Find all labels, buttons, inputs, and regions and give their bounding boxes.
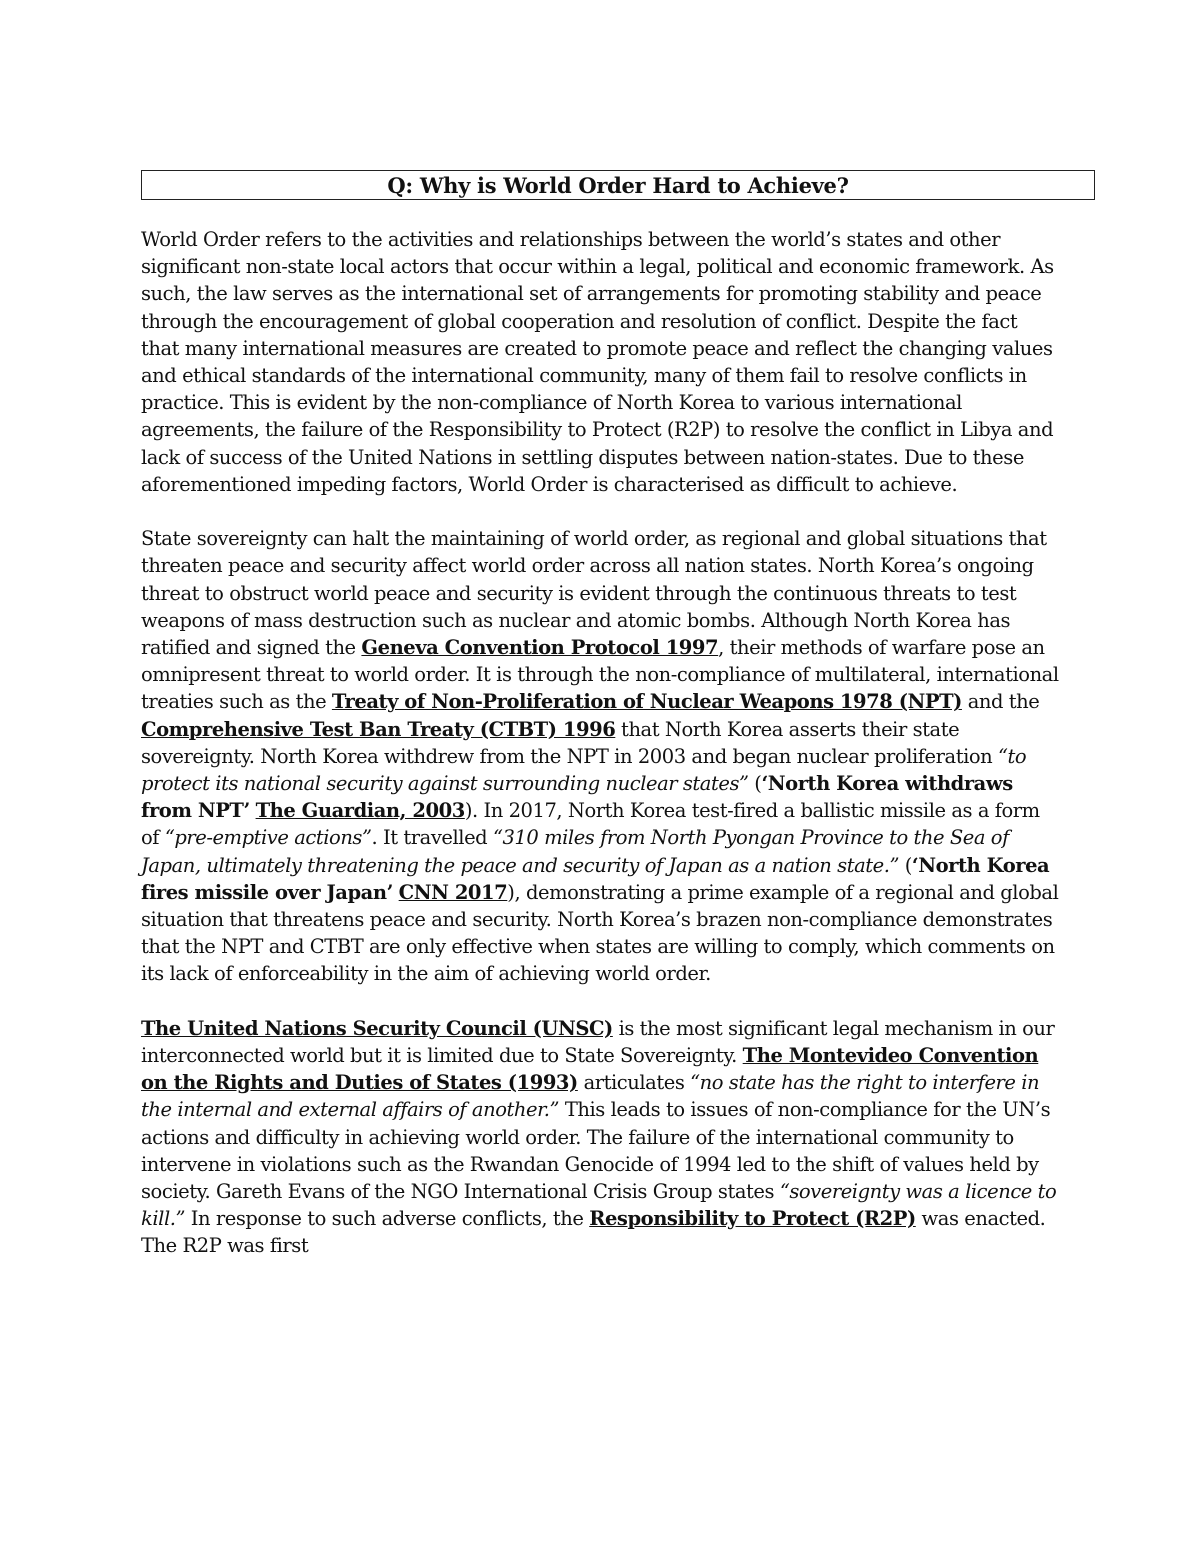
text-run: that North Korea asserts their state sovereignty. North Korea withdrew from the NPT in 2003 and began nuclear proliferation [141, 717, 999, 768]
paragraph-sovereignty [141, 525, 1061, 987]
text-run: , their methods of warfare pose an omnipresent threat to world order. It is through the non-compliance of multilateral, international treaties such as the [141, 636, 1059, 714]
quote: “310 miles from North Pyongan Province to the Sea of Japan, ultimately threatening the peace and security of Japan as a nation state.” [141, 826, 1009, 877]
source-title: ‘North Korea fires missile over Japan’ [141, 853, 1050, 904]
source-title: ‘North Korea withdraws from NPT’ [141, 772, 1013, 823]
text-run: ( [748, 772, 762, 796]
paragraph-intro: World Order refers to the activities and relationships between the world’s states and other significant non-state local actors that occur within a legal, political and economic framework. As such, the law serves as the international set of arrangements for promoting stability and peace through the encouragement of global cooperation and resolution of conflict. Despite the fact that many international measures are created to promote peace and reflect the changing values and ethical standards of the international community, many of them fail to resolve conflicts in practice. This is evident by the non-compliance of North Korea to various international agreements, the failure of the Responsibility to Protect (R2P) to resolve the conflict in Libya and lack of success of the United Nations in settling disputes between nation-states. Due to these aforementioned impeding factors, World Order is characterised as difficult to achieve. [141, 228, 1054, 496]
text-run: . It travelled [371, 826, 493, 850]
title-text: Q: Why is World Order Hard to Achieve? [387, 172, 849, 198]
document-body [141, 226, 1061, 1287]
text-run: and the [961, 690, 1040, 714]
text-run: ( [899, 853, 912, 877]
text-run: State sovereignty can halt the maintaining of world order, as regional and global situations that threaten peace and security affect world order across all nation states. North Korea’s ongoing threat to obstruct world peace and security is evident through the continuous threats to test weapons of mass destruction such as nuclear and atomic bombs. Although North Korea has ratified and signed the [141, 527, 1047, 660]
quote: “no state has the right to interfere in the internal and external affairs of another.” [141, 1071, 1040, 1122]
page-title [141, 170, 1095, 200]
reference-ctbt: Comprehensive Test Ban Treaty (CTBT) 1996 [141, 717, 616, 741]
text-run: is the most significant legal mechanism in our interconnected world but it is limited due to State Sovereignty. [141, 1016, 1055, 1068]
reference-unsc: The United Nations Security Council (UNSC) [141, 1016, 613, 1040]
reference-montevideo: The Montevideo Convention on the Rights and Duties of States (1993) [141, 1044, 1039, 1095]
text-run: ), demonstrating a prime example of a regional and global situation that threatens peace and security. North Korea’s brazen non-compliance demonstrates that the NPT and CTBT are only effective when states are willing to comply, which comments on its lack of enforceability in the aim of achieving world order. [141, 880, 1059, 986]
quote: “to protect its national security against surrounding nuclear states” [141, 744, 1027, 796]
quote: “pre-emptive actions” [164, 826, 372, 850]
reference-geneva-convention: Geneva Convention Protocol 1997 [361, 636, 719, 660]
text-run: ). In 2017, North Korea test-fired a ballistic missile as a form of [141, 799, 1040, 850]
text-run: articulates [577, 1071, 691, 1095]
reference-npt: Treaty of Non-Proliferation of Nuclear Weapons 1978 (NPT) [331, 690, 962, 714]
text-run: This leads to issues of non-compliance for the UN’s actions and difficulty in achieving world order. The failure of the international community to intervene in violations such as the Rwandan Genocide of 1994 led to the shift of values held by society. Gareth Evans of the NGO International Crisis Group states [141, 1098, 1051, 1204]
quote: “sovereignty was a licence to kill.” [141, 1180, 1057, 1231]
reference-cnn: CNN 2017 [398, 880, 508, 904]
reference-guardian: The Guardian, 2003 [255, 799, 465, 823]
paragraph-unsc [141, 1015, 1061, 1260]
text-run: In response to such adverse conflicts, the [185, 1207, 590, 1231]
reference-r2p: Responsibility to Protect (R2P) [589, 1207, 916, 1231]
text-run: was enacted. The R2P was first [141, 1207, 1046, 1258]
